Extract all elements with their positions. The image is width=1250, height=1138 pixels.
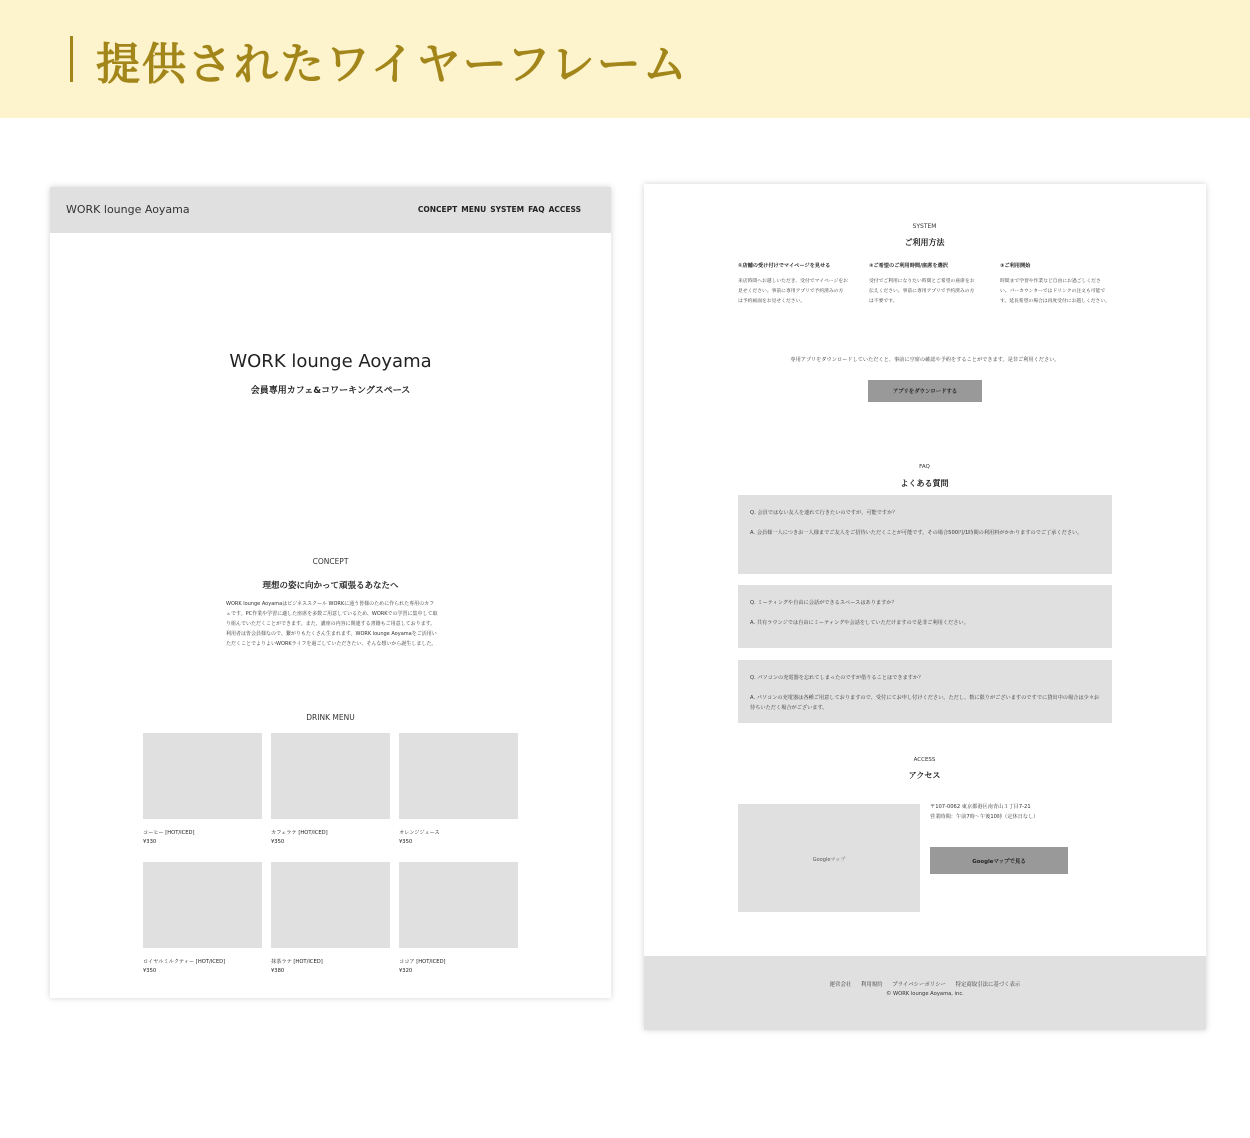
system-label: SYSTEM [912, 223, 937, 230]
faq-answer: A. パソコンの充電器は各種ご用意しておりますので、受付にてお申し付けください。ただし、数に限りがございますのですでに貸出中の場合は少々お待ちいただく場合がございます。 [750, 695, 1100, 711]
menu-item-image [143, 733, 262, 819]
system-step-title: ③ご利用開始 [1000, 263, 1031, 269]
system-step-body: 来店時間へお越しいただき、受付でマイページをお見せください。事前に専用アプリで予約済みの方は予約画面をお見せください。 [738, 279, 848, 304]
map-label: Googleマップ [812, 857, 846, 863]
menu-item-price: ¥380 [271, 968, 285, 974]
faq-label: FAQ [919, 464, 930, 470]
page-banner [0, 0, 1250, 118]
menu-item-price: ¥320 [399, 968, 413, 974]
menu-item [399, 733, 518, 845]
menu-item-price: ¥350 [271, 839, 285, 845]
system-title: ご利用方法 [904, 238, 945, 247]
site-footer [644, 956, 1206, 1030]
system-step-body: 時間まで学習や作業など自由にお過ごしください。バーカウンターではドリンクの注文も可能です。延長希望の場合は再度受付にお越しください。 [1000, 279, 1110, 304]
nav-concept[interactable]: CONCEPT [417, 205, 458, 214]
access-hours: 営業時間：午前7時〜午後10時（定休日なし） [930, 814, 1039, 820]
menu-item [399, 862, 518, 974]
access-address: 〒107-0062 東京都港区南青山３丁目7-21 [930, 804, 1031, 810]
hero-subtitle: 会員専用カフェ&コワーキングスペース [250, 386, 411, 396]
nav-access[interactable]: ACCESS [548, 205, 581, 214]
footer-links [644, 980, 1206, 988]
system-step [869, 262, 979, 307]
site-brand[interactable]: WORK lounge Aoyama [66, 203, 190, 216]
menu-item-name: オレンジジュース [399, 830, 440, 836]
nav-menu[interactable]: MENU [461, 205, 487, 214]
faq-item[interactable] [738, 495, 1112, 574]
drink-menu-label: DRINK MENU [306, 713, 355, 722]
wireframe-top-page [50, 187, 611, 998]
system-step [1000, 262, 1110, 307]
site-header [50, 187, 611, 233]
app-download-button[interactable]: アプリをダウンロードする [868, 380, 982, 402]
menu-item [143, 862, 262, 974]
nav-system[interactable]: SYSTEM [490, 205, 525, 214]
menu-item-name: ロイヤルミルクティー [HOT/ICED] [143, 959, 226, 965]
global-nav [418, 205, 581, 214]
faq-item[interactable] [738, 585, 1112, 648]
faq-title: よくある質問 [900, 479, 949, 488]
faq-question: Q. 会員ではない友人を連れて行きたいのですが、可能ですか？ [750, 510, 898, 516]
footer-link-legal[interactable]: 特定商取引法に基づく表示 [955, 982, 1021, 988]
menu-item-name: コーヒー [HOT/ICED] [143, 830, 195, 836]
menu-item-name: 抹茶ラテ [HOT/ICED] [271, 959, 323, 965]
access-title: アクセス [908, 771, 941, 780]
footer-link-privacy[interactable]: プライバシーポリシー [892, 982, 946, 988]
concept-label: CONCEPT [312, 557, 349, 566]
wireframe-lower-page [644, 184, 1206, 1030]
system-step-body: 受付でご利用になりたい時間とご希望の座席をお伝えください。事前に専用アプリで予約済みの方は不要です。 [869, 279, 975, 304]
menu-item-name: ココア [HOT/ICED] [399, 959, 446, 965]
map-placeholder[interactable] [738, 804, 920, 912]
banner-accent-bar [70, 36, 73, 82]
menu-item-name: カフェラテ [HOT/ICED] [271, 830, 328, 836]
access-label: ACCESS [913, 757, 936, 763]
menu-item-image [399, 862, 518, 948]
system-step [738, 262, 848, 307]
system-steps [738, 262, 1110, 307]
menu-item [143, 733, 262, 845]
footer-link-terms[interactable]: 利用規約 [860, 982, 883, 988]
banner-title: 提供されたワイヤーフレーム [96, 39, 689, 90]
menu-item [271, 733, 390, 845]
system-step-title: ②ご希望のご利用時間/座席を選択 [869, 263, 948, 269]
concept-body: WORK lounge Aoyamaはビジネススクール WORKに通う皆様のために作られた専用のカフェです。PC作業や学習に適した座席を多数ご用意しているため、WORKでの学習に集中して取り組んでいただくことができます。また、講座の内容に関連する書籍もご用意しております。利用者は皆会員様なので、繋がりもたくさん生まれます。WORK lounge Aoyamaをご活用いただくことでよりよいWORKライフを過ごしていただきたい、そんな想いから誕生しました。 [226, 601, 438, 647]
menu-item-image [143, 862, 262, 948]
menu-item-image [399, 733, 518, 819]
menu-item-image [271, 733, 390, 819]
app-download-note: 専用アプリをダウンロードしていただくと、事前に空席の確認や予約をすることができます。是非ご利用ください。 [790, 357, 1060, 363]
menu-item-price: ¥330 [143, 839, 157, 845]
google-map-button[interactable]: Googleマップで見る [930, 847, 1068, 874]
hero-title: WORK lounge Aoyama [229, 351, 432, 372]
nav-faq[interactable]: FAQ [528, 205, 545, 214]
faq-item[interactable] [738, 660, 1112, 723]
menu-item-price: ¥350 [143, 968, 157, 974]
faq-answer: A. 共有ラウンジでは自由にミーティングや会話をしていただけますので是非ご利用ください。 [750, 620, 969, 626]
system-step-title: ①店舗の受け付けでマイページを見せる [738, 263, 831, 269]
menu-item [271, 862, 390, 974]
concept-title: 理想の姿に向かって頑張るあなたへ [262, 581, 399, 591]
faq-question: Q. ミーティングや自由に会話ができるスペースはありますか？ [750, 600, 897, 606]
faq-question: Q. パソコンの充電器を忘れてしまったのですが借りることはできますか？ [750, 675, 924, 681]
copyright: © WORK lounge Aoyama, inc. [886, 991, 964, 997]
faq-answer: A. 会員様一人につきお一人様までご友人をご招待いただくことが可能です。その場合500円/1時間の利用料がかかりますのでご了承ください。 [750, 530, 1083, 536]
menu-item-image [271, 862, 390, 948]
menu-item-price: ¥350 [399, 839, 413, 845]
footer-link-company[interactable]: 運営会社 [829, 982, 852, 988]
